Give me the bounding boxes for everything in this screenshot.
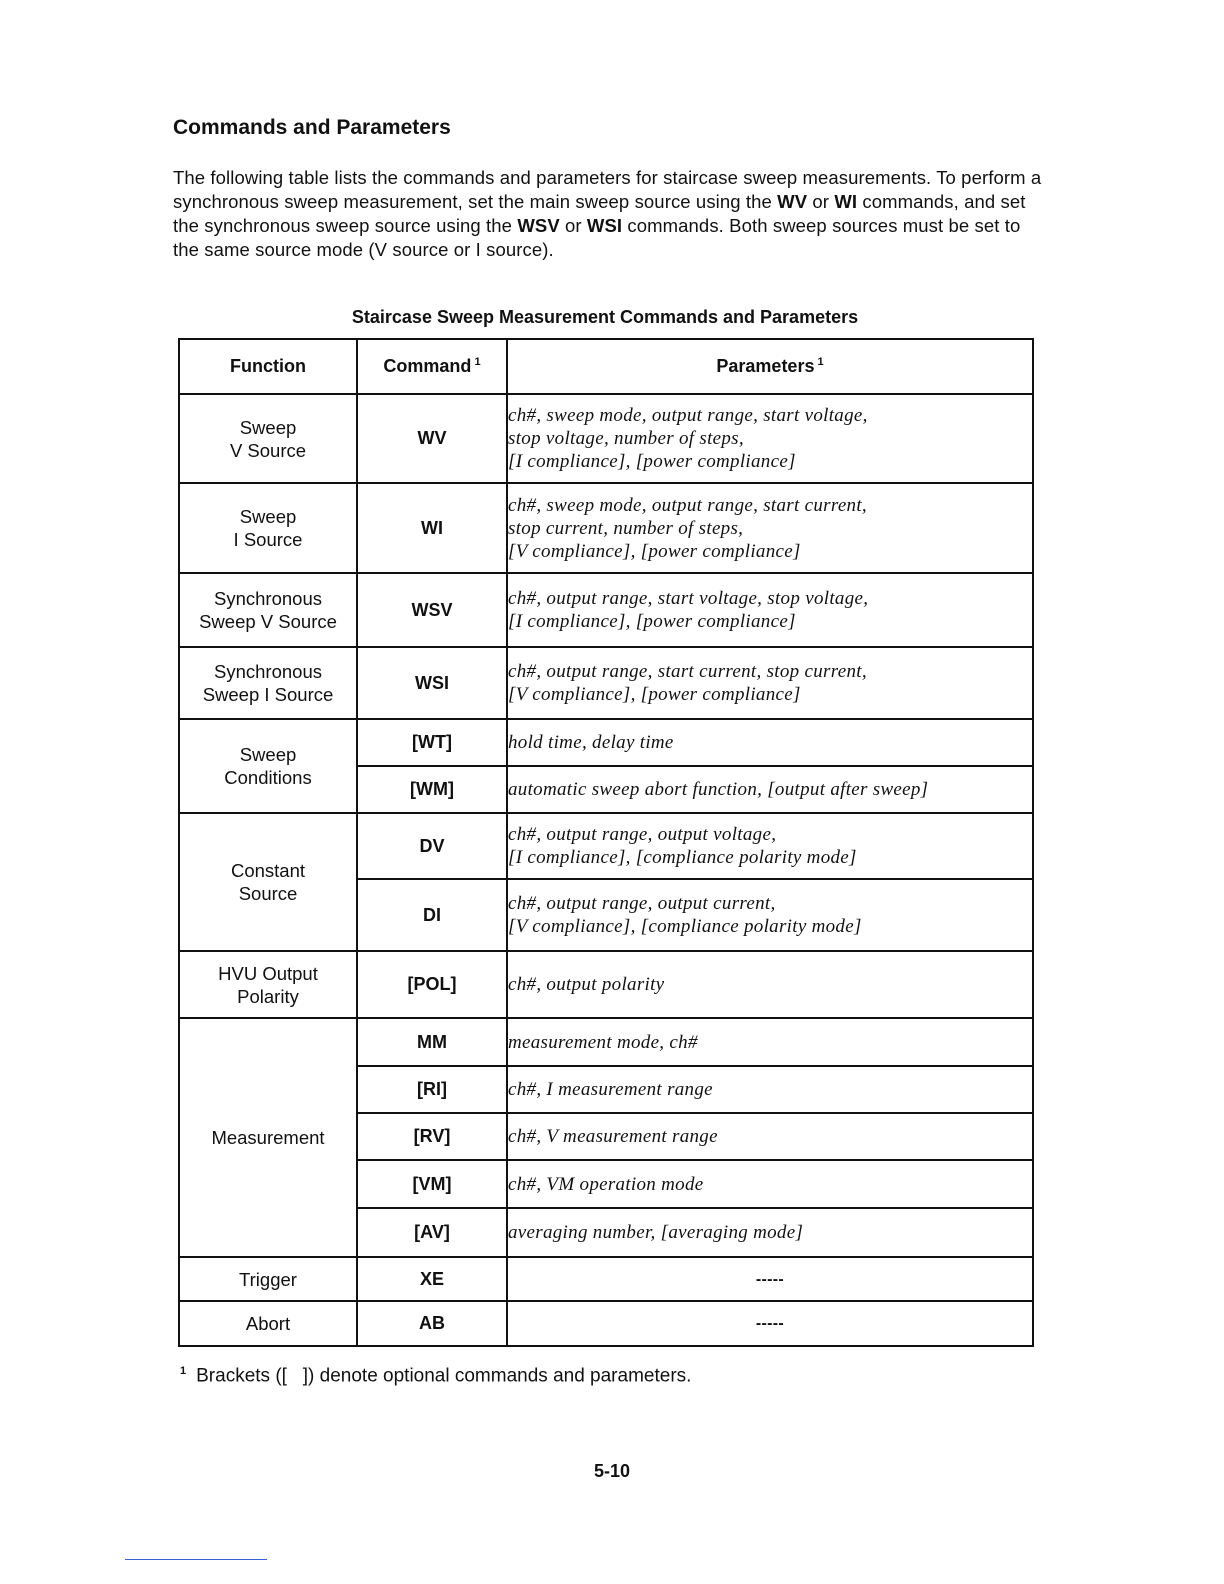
- parameter-line: ch#, output range, start voltage, stop voltage,: [508, 588, 869, 609]
- function-line: Conditions: [224, 767, 312, 788]
- intro-text-3: commands, and set the synchronous sweep source using the: [173, 191, 1026, 236]
- parameter-line: -----: [755, 1270, 785, 1288]
- table-row: [179, 1301, 1033, 1346]
- command-cell: [RV]: [357, 1113, 507, 1160]
- function-line: V Source: [229, 439, 307, 461]
- intro-cmd-wv: WV: [777, 191, 808, 212]
- function-line: HVU Output: [218, 962, 318, 984]
- parameter-line: [V compliance], [power compliance]: [508, 540, 801, 562]
- command-cell: XE: [357, 1257, 507, 1301]
- parameter-line: stop current, number of steps,: [508, 517, 744, 539]
- parameters-cell: [507, 647, 1033, 719]
- parameters-cell: [507, 951, 1033, 1018]
- command-cell: WV: [357, 394, 507, 483]
- command-cell: WSV: [357, 573, 507, 647]
- parameter-line: ch#, sweep mode, output range, start current,: [508, 494, 867, 516]
- function-line: Polarity: [237, 985, 299, 1007]
- table-row: [179, 394, 1033, 483]
- function-cell: [179, 1018, 357, 1257]
- function-cell: [179, 483, 357, 573]
- function-line: Synchronous: [214, 661, 322, 682]
- parameter-line: [V compliance], [compliance polarity mode]: [508, 916, 862, 937]
- parameters-cell: [507, 879, 1033, 951]
- function-cell: [179, 647, 357, 719]
- header-parameters-note-mark: 1: [817, 356, 824, 368]
- function-cell: [179, 1257, 357, 1301]
- parameter-line: measurement mode, ch#: [508, 1031, 698, 1053]
- function-line: Abort: [245, 1313, 291, 1334]
- command-cell: [WT]: [357, 719, 507, 766]
- command-cell: WSI: [357, 647, 507, 719]
- parameter-line: ch#, output range, output voltage,: [508, 824, 777, 845]
- parameter-line: [I compliance], [power compliance]: [508, 451, 796, 472]
- parameters-cell: [507, 1018, 1033, 1066]
- parameters-cell: [507, 573, 1033, 647]
- command-cell: AB: [357, 1301, 507, 1346]
- function-cell: [179, 951, 357, 1018]
- table-row: [179, 573, 1033, 647]
- command-cell: [POL]: [357, 951, 507, 1018]
- function-line: Measurement: [211, 1127, 325, 1148]
- parameter-line: [V compliance], [power compliance]: [508, 684, 801, 705]
- command-cell: WI: [357, 483, 507, 573]
- parameter-line: stop voltage, number of steps,: [508, 428, 744, 449]
- function-cell: [179, 394, 357, 483]
- table-header-row: [179, 339, 1033, 394]
- table-row: [179, 1257, 1033, 1301]
- footnote-text: Brackets ([ ]) denote optional commands and parameters.: [196, 1365, 692, 1387]
- command-cell: DV: [357, 813, 507, 879]
- parameters-cell: [507, 1160, 1033, 1208]
- parameters-cell: [507, 719, 1033, 766]
- intro-text-2: or: [807, 191, 835, 212]
- header-command: Command $^1$: [357, 339, 507, 394]
- table-row: [179, 719, 1033, 766]
- table-row: [179, 483, 1033, 573]
- intro-cmd-wi: WI: [834, 191, 858, 212]
- intro-text-4: or: [559, 215, 587, 236]
- footnote: [180, 1365, 691, 1387]
- intro-cmd-wsi: WSI: [586, 215, 623, 236]
- parameter-line: ch#, VM operation mode: [508, 1173, 704, 1195]
- parameters-cell: [507, 1113, 1033, 1160]
- command-cell: DI: [357, 879, 507, 951]
- function-cell: [179, 813, 357, 951]
- function-line: Sweep: [239, 744, 297, 765]
- parameter-line: [I compliance], [power compliance]: [508, 611, 796, 632]
- command-cell: [VM]: [357, 1160, 507, 1208]
- function-line: Synchronous: [214, 588, 322, 609]
- parameters-cell: [507, 483, 1033, 573]
- command-cell: MM: [357, 1018, 507, 1066]
- function-cell: [179, 1301, 357, 1346]
- parameters-cell: [507, 1066, 1033, 1113]
- parameter-line: -----: [755, 1315, 785, 1332]
- function-line: Sweep: [239, 416, 297, 438]
- parameter-line: [I compliance], [compliance polarity mode]: [508, 847, 857, 868]
- parameter-line: hold time, delay time: [508, 732, 674, 753]
- function-line: I Source: [233, 529, 303, 550]
- table-row: [179, 813, 1033, 879]
- function-cell: [179, 573, 357, 647]
- scan-edge-line: [125, 1559, 267, 1560]
- parameters-cell: [507, 813, 1033, 879]
- footnote-mark: 1: [180, 1365, 187, 1377]
- commands-table: [178, 338, 1034, 1347]
- intro-cmd-wsv: WSV: [517, 215, 560, 236]
- command-cell: [RI]: [357, 1066, 507, 1113]
- parameters-cell: [507, 1208, 1033, 1257]
- function-line: Trigger: [239, 1268, 297, 1290]
- intro-paragraph: [173, 166, 1043, 262]
- header-parameters: Parameters $^1$: [507, 339, 1033, 394]
- table-row: [179, 1018, 1033, 1066]
- function-line: Constant: [230, 860, 306, 881]
- function-line: Sweep V Source: [199, 611, 337, 632]
- section-heading: Commands and Parameters: [173, 116, 451, 139]
- parameter-line: ch#, V measurement range: [508, 1126, 718, 1147]
- table-row: [179, 647, 1033, 719]
- parameter-line: averaging number, [averaging mode]: [508, 1222, 804, 1243]
- parameter-line: ch#, output range, start current, stop current,: [508, 661, 867, 682]
- intro-text-1: The following table lists the commands and parameters for staircase sweep measurements. To perform a synchronous sweep measurement, set the main sweep source using the: [173, 167, 1042, 212]
- parameter-line: ch#, sweep mode, output range, start voltage,: [508, 405, 868, 426]
- function-line: Sweep: [239, 506, 297, 527]
- parameter-line: automatic sweep abort function, [output after sweep]: [508, 779, 929, 800]
- function-line: Sweep I Source: [202, 684, 334, 705]
- parameter-line: ch#, output polarity: [508, 974, 665, 995]
- page-number: 5-10: [593, 1461, 631, 1481]
- command-cell: [WM]: [357, 766, 507, 813]
- function-cell: [179, 719, 357, 813]
- parameters-cell: [507, 394, 1033, 483]
- parameters-cell: [507, 766, 1033, 813]
- table-caption: Staircase Sweep Measurement Commands and Parameters: [351, 307, 859, 327]
- header-function: Function: [179, 339, 357, 394]
- parameters-cell: [507, 1301, 1033, 1346]
- parameters-cell: [507, 1257, 1033, 1301]
- parameter-line: ch#, I measurement range: [508, 1079, 713, 1100]
- command-cell: [AV]: [357, 1208, 507, 1257]
- parameter-line: ch#, output range, output current,: [508, 893, 776, 914]
- function-line: Source: [238, 883, 298, 904]
- header-command-note-mark: 1: [474, 356, 481, 368]
- intro-text-5: commands. Both sweep sources must be set to the same source mode (V source or I source).: [173, 215, 1021, 260]
- table-row: [179, 951, 1033, 1018]
